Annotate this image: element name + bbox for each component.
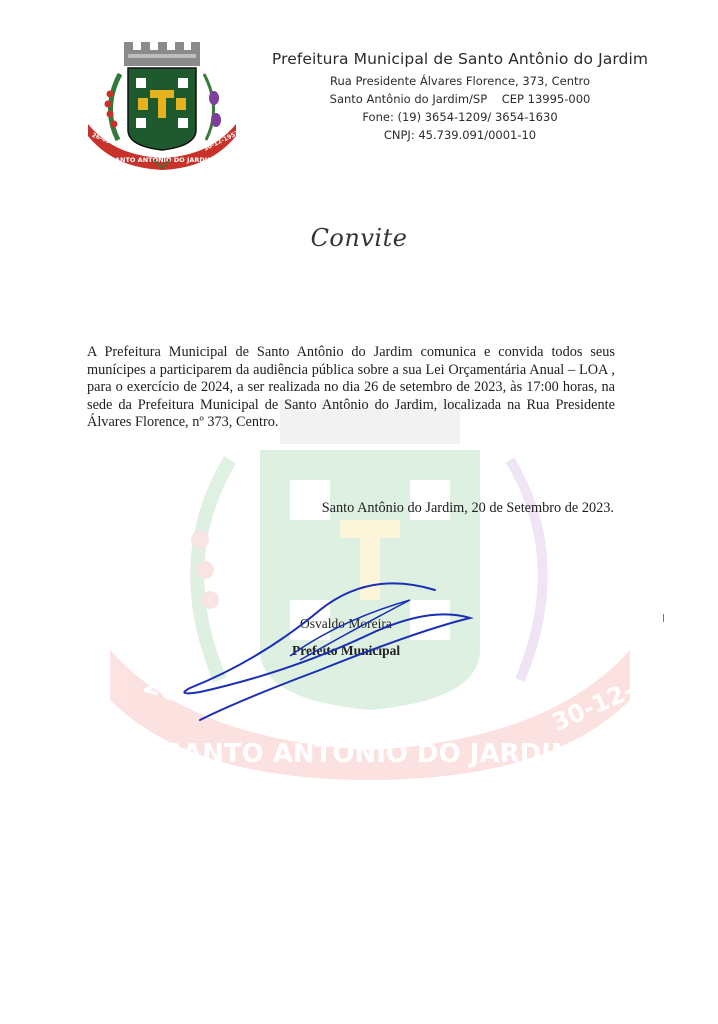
signatory-role: Prefeito Municipal [292, 643, 401, 658]
watermark-ribbon-right: 30-12-1953 [547, 648, 700, 737]
letterhead [270, 50, 650, 144]
municipal-coat-of-arms-icon [84, 38, 240, 168]
invitation-paragraph: A Prefeitura Municipal de Santo Antônio do Jardim comunica e convida todos seus munícipes a participarem da audiência pública sobre a sua Lei Orçamentária Anual – LOA , para o exercício de 2024, a ser realizada no dia 26 de setembro de 2023, às 17:00 horas, na sede da Prefeitura Municipal de Santo Antônio do Jardim, localizada na Rua Presidente Álvares Florence, nº 373, Centro. [87, 344, 615, 430]
logo-ribbon-left: 26-03-1881 [90, 131, 130, 153]
handwritten-signature [170, 560, 490, 730]
stray-mark [662, 614, 665, 622]
document-title: Convite [310, 224, 408, 252]
logo-ribbon-center: SANTO ANTÔNIO DO JARDIM [110, 156, 214, 164]
org-phone: Fone: (19) 3654-1209/ 3654-1630 [362, 110, 558, 124]
org-name: Prefeitura Municipal de Santo Antônio do Jardim [271, 50, 649, 68]
signatory-name: Osvaldo Moreira [300, 616, 392, 631]
date-line: Santo Antônio do Jardim, 20 de Setembro de 2023. [321, 500, 614, 516]
org-cnpj: CNPJ: 45.739.091/0001-10 [383, 128, 537, 142]
logo-ribbon-right: 30-12-1953 [202, 129, 241, 153]
watermark-ribbon-center: SANTO ANTÔNIO DO JARDIM [163, 739, 577, 769]
org-address: Rua Presidente Álvares Florence, 373, Centro [329, 74, 591, 88]
org-city-cep: Santo Antônio do Jardim/SP CEP 13995-000 [329, 92, 591, 106]
watermark-ribbon-left: 26-03-188 [139, 668, 290, 744]
